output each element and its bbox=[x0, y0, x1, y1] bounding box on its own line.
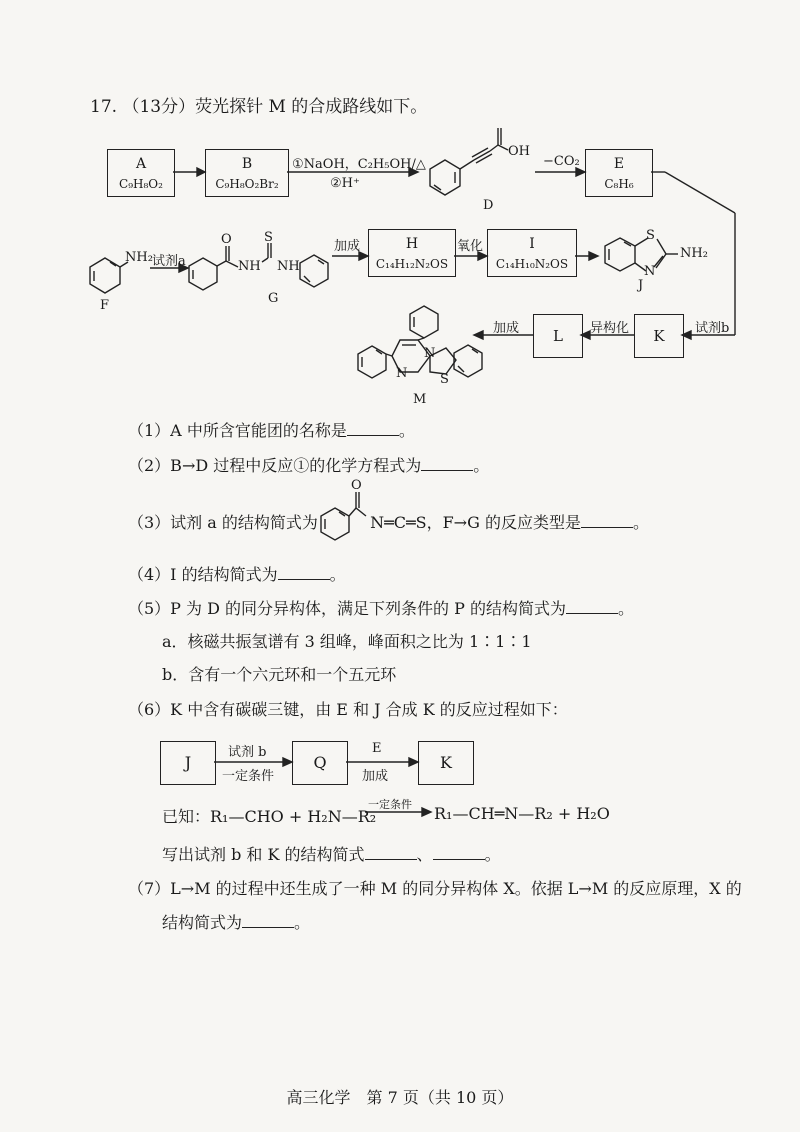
atom-label-NH2-J: NH₂ bbox=[680, 246, 708, 261]
question-end: 。 bbox=[632, 513, 649, 532]
reagent-label-FG: 试剂a bbox=[152, 254, 186, 269]
atom-label-N-M1: N bbox=[396, 366, 408, 381]
compound-label-M: M bbox=[413, 392, 427, 407]
atom-label-S-J: S bbox=[646, 228, 655, 243]
question-end: 。 bbox=[329, 565, 346, 584]
question-end: 。 bbox=[473, 456, 490, 475]
question-text: （3）试剂 a 的结构简式为 bbox=[128, 513, 318, 532]
compound-label-J: J bbox=[638, 278, 644, 293]
atom-label-O-q3: O bbox=[351, 478, 362, 493]
atom-label-OH: OH bbox=[508, 144, 530, 159]
question-text: （5）P 为 D 的同分异构体，满足下列条件的 P 的结构简式为 bbox=[128, 599, 566, 618]
atom-label-NH-G1: NH bbox=[238, 259, 261, 274]
reagent-label-DE: −CO₂ bbox=[543, 154, 580, 169]
compound-label-G: G bbox=[268, 291, 279, 306]
reagent-label-GH: 加成 bbox=[334, 239, 361, 254]
atom-label-S-M: S bbox=[440, 372, 449, 387]
arrowhead bbox=[283, 758, 292, 766]
compound-label-D: D bbox=[483, 198, 494, 213]
question-7: （7）L→M 的过程中还生成了一种 M 的同分异构体 X。依据 L→M 的反应原理，X 的 bbox=[128, 879, 742, 898]
answer-blank[interactable] bbox=[242, 913, 294, 928]
separator: 、 bbox=[416, 845, 433, 864]
q6-box-J: J bbox=[160, 741, 216, 785]
reagent-label-JK: 试剂b bbox=[695, 321, 730, 336]
question-text: N═C═S，F→G 的反应类型是 bbox=[370, 513, 581, 532]
question-6-write bbox=[162, 842, 501, 865]
question-5-condition-b: b．含有一个六元环和一个五元环 bbox=[162, 665, 397, 684]
question-end: 。 bbox=[294, 913, 311, 932]
q6-known-right: R₁—CH═N—R₂ + H₂O bbox=[434, 804, 610, 823]
question-text: 结构简式为 bbox=[162, 913, 243, 932]
answer-blank[interactable] bbox=[365, 845, 417, 860]
page-footer: 高三化学 第 7 页（共 10 页） bbox=[286, 1088, 514, 1107]
atom-label-N-J: N bbox=[644, 264, 656, 279]
compound-label: E bbox=[613, 156, 625, 172]
q6-arrow2-bottom: 加成 bbox=[362, 769, 389, 784]
compound-label: I bbox=[529, 236, 535, 252]
reagent-label-HI: 氧化 bbox=[457, 239, 484, 254]
q6-arrow2-top: E bbox=[372, 741, 382, 756]
compound-formula: C₁₄H₁₀N₂OS bbox=[495, 257, 569, 271]
question-7-line2 bbox=[162, 910, 310, 933]
question-text: （4）I 的结构简式为 bbox=[128, 565, 278, 584]
q6-box-Q: Q bbox=[292, 741, 348, 785]
atom-label-O-G: O bbox=[221, 232, 232, 247]
question-6: （6）K 中含有碳碳三键，由 E 和 J 合成 K 的反应过程如下： bbox=[128, 700, 568, 719]
arrowhead bbox=[409, 758, 418, 766]
atom-label-N-M2: N bbox=[424, 346, 436, 361]
question-end: 。 bbox=[398, 421, 415, 440]
reagent-label-KL: 异构化 bbox=[590, 321, 630, 336]
question-text: （2）B→D 过程中反应①的化学方程式为 bbox=[128, 456, 422, 475]
question-text: 写出试剂 b 和 K 的结构简式 bbox=[162, 845, 365, 864]
question-title: 17. （13分）荧光探针 M 的合成路线如下。 bbox=[90, 97, 428, 117]
q6-arrow1-bottom: 一定条件 bbox=[222, 769, 275, 784]
compound-label: L bbox=[553, 327, 563, 345]
q6-arrow1-top: 试剂 b bbox=[228, 745, 267, 760]
compound-formula: C₈H₆ bbox=[604, 177, 634, 191]
compound-label: K bbox=[653, 327, 665, 345]
question-end: 。 bbox=[484, 845, 501, 864]
answer-blank[interactable] bbox=[433, 845, 485, 860]
q6-known-left: 已知：R₁—CHO + H₂N—R₂ bbox=[162, 807, 377, 826]
question-5-condition-a: a．核磁共振氢谱有 3 组峰，峰面积之比为 1∶1∶1 bbox=[162, 632, 532, 651]
atom-label-NH2-F: NH₂ bbox=[125, 250, 153, 265]
arrowhead bbox=[422, 808, 431, 816]
reagent-label-LM: 加成 bbox=[493, 321, 520, 336]
q6-known-condition: 一定条件 bbox=[368, 798, 412, 811]
compound-label: B bbox=[241, 156, 253, 172]
question-end: 。 bbox=[617, 599, 634, 618]
question-text: （1）A 中所含官能团的名称是 bbox=[128, 421, 347, 440]
compound-formula: C₉H₈O₂Br₂ bbox=[215, 177, 279, 191]
compound-formula: C₁₄H₁₂N₂OS bbox=[375, 257, 449, 271]
compound-label-F: F bbox=[100, 298, 110, 313]
q6-box-K: K bbox=[418, 741, 474, 785]
compound-formula: C₉H₈O₂ bbox=[119, 177, 163, 191]
compound-label: A bbox=[135, 156, 147, 172]
atom-label-NH-G2: NH bbox=[277, 259, 300, 274]
reagent-label-BD-1: ①NaOH，C₂H₅OH/△ bbox=[292, 157, 426, 172]
reagent-label-BD-2: ②H⁺ bbox=[330, 176, 360, 191]
atom-label-S-G: S bbox=[264, 230, 273, 245]
compound-label: H bbox=[405, 236, 419, 252]
